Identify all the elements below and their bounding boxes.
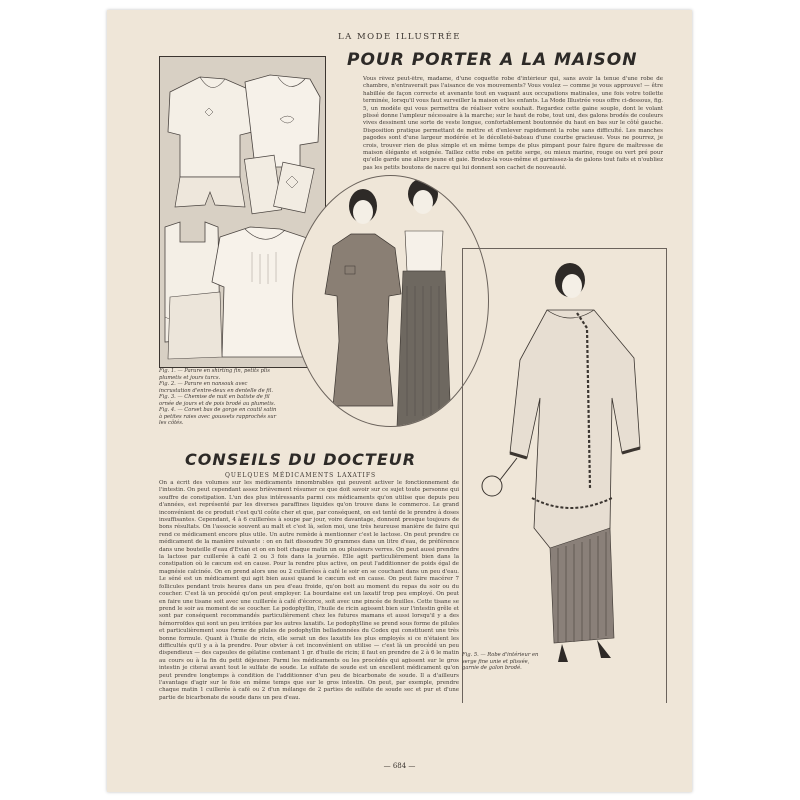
article-title-maison: POUR PORTER A LA MAISON: [347, 50, 638, 70]
caption-fig2: Fig. 2. — Parure en nansouk avec incrustation d'entre-deux en dentelle de fil.: [159, 381, 274, 394]
page-number: — 684 —: [383, 762, 416, 770]
two-women-illustration: [292, 175, 489, 427]
caption-fig4: Fig. 4. — Corset bas de gorge en coutil satin à petites raies avec goussets rapprochés sur les côtés.: [159, 407, 277, 426]
magazine-page: [107, 10, 692, 792]
caption-fig3: Fig. 3. — Chemise de nuit en batiste de fil ornée de jours et de pois brodé au plumetis.: [159, 394, 276, 407]
running-header: LA MODE ILLUSTRÉE: [337, 32, 462, 42]
article-docteur-text: On a écrit des volumes sur les médicaments innombrables qui peuvent activer le fonctionnement de l'intestin. On peut cependant assez brièvement résumer ce que doit savoir sur ce sujet toute personne qui souffre de constipation. L'un des plus intéressants parmi ces médicaments qu'on utilise que depuis peu d'années, est représenté par les diverses paraffines liquides qu'on trouve dans le commerce. Le grand inconvénient de ce produit c'est qu'il coûte cher et que, par conséquent, on est tenté de le prendre à doses insuffisantes. Cependant, 4 à 6 cuillerées à soupe par jour, voire davantage, donnent presque toujours de bons résultats. On l'associe souvent au malt et c'est là, selon moi, une très heureuse manière de faire qui rend ce médicament encore plus utile. Un autre remède à mentionner c'est le lactose. On peut prendre ce médicament de la manière suivante : on en fait dissoudre 50 grammes dans un litre d'eau, de préférence dans une bouteille d'eau d'Evian et on en boit chaque matin un ou plusieurs verres. On peut aussi prendre la lactose par cuillerée à café 2 ou 3 fois dans la journée. Elle agit particulièrement bien dans la constipation où le cæcum est en cause. Pour la rendre plus active, on peut l'additionner de poids égal de magnésie calcinée. On en prend alors une ou 2 cuillerées à café le soir en se couchant dans un peu d'eau. Le séné est un médicament qui agit bien aussi quand le cæcum est en cause. On peut faire macérer 7 follicules pendant trois heures dans un peu d'eau froide, qu'on boit au moment du repas du soir ou du coucher. C'est là un procédé qu'on peut employer. La bourdaine est un laxatif trop peu employé. On peut en faire une tisane soit avec une cuillerée à café d'écorce, soit avec une pincée de feuilles. Cette tisane se prend le soir au moment de se coucher. Le podophyllin, l'huile de ricin agissent bien sur l'intestin grêle et sont par conséquent recommandés particulièrement chez les futures mamans et aussi lorsqu'il y a des hémorroïdes qui sont un peu irritées par les autres laxatifs. Le podophylline se prend sous forme de pilules et particulièrement sous forme de pilules de podophyllin belladonnées du Codex qui constituent une très bonne formule. Quant à l'huile de ricin, elle serait un des laxatifs les plus employés si ce n'étaient les difficultés qu'il y a à la prendre. Pour obvier à cet inconvénient on utilise — c'est là un procédé un peu dispendieux — des capsules de gélatine contenant 1 gr. d'huile de ricin; il faut en prendre de 2 à 6 le matin au cours ou à la fin du petit déjeuner. Parmi les médicaments ou les procédés qui agissent sur le gros intestin je citerai avant tout le sulfate de soude. Le sulfate de soude est un excellent médicament qu'on peut prendre longtemps à condition de l'additionner d'un peu de bicarbonate de soude. Il a d'ailleurs l'avantage d'agir sur le foie en même temps que sur le gros intestin. On peut, par exemple, prendre chaque matin 1 cuillerée à café ou 2 d'un mélange de 2 parties de sulfate de soude sec et pur et d'une partie de bicarbonate de soude dans un peu d'eau.: [159, 480, 459, 701]
caption-fig5: Fig. 5. — Robe d'intérieur en serge fine unie et plissée, garnie de galon brodé.: [462, 652, 539, 671]
article-subtitle: QUELQUES MÉDICAMENTS LAXATIFS: [225, 472, 377, 479]
fig5-robe-illustration: [462, 248, 667, 703]
figure-captions-1-4: [159, 368, 279, 427]
article-title-docteur: CONSEILS DU DOCTEUR: [185, 450, 417, 469]
article-intro-text: Vous rêvez peut-être, madame, d'une coquette robe d'intérieur qui, sans avoir la tenue d'une robe de chambre, n'entraverait pas l'aisance de vos mouvements? Vous voulez — comme je vous approuve! — être habillée de façon correcte et avenante tout en vaquant aux occupations matinales, une fois votre toilette terminée, lorsqu'il vous faut surveiller la maison et les enfants. La Mode Illustrée vous offre ci-dessous, fig. 5, un modèle qui vous permettra de réaliser votre souhait. Regardez cette gaine souple, dont le volant plissé donne l'ampleur nécessaire à la marche; sur le haut de robe, tout uni, des galons brodés de couleurs vives dessinent une sorte de veste longue, confortablement boutonnée du haut en bas sur le côté gauche. Disposition pratique permettant de mettre et d'enlever rapidement la robe sans difficulté. Les manches pagodes sont d'une largeur modérée et le décolleté-bateau d'une courbe gracieuse. Vous ne pourrez, je crois, trouver rien de plus simple et en même temps de plus pimpant pour faire figure de maîtresse de maison élégante et soignée. Taillez cette robe en petite serge, ou mieux marine, rouge ou vert pré pour qu'elle garde une allure jeune et gaie. Brodez-la vous-même et garnissez-la de galons tout faits et n'oubliez pas les petits boutons de nacre qui lui donnent son cachet de nouveauté.: [363, 76, 663, 171]
caption-fig1: Fig. 1. — Parure en shirting fin, petits plis plumetis et jours turcs.: [159, 368, 270, 381]
